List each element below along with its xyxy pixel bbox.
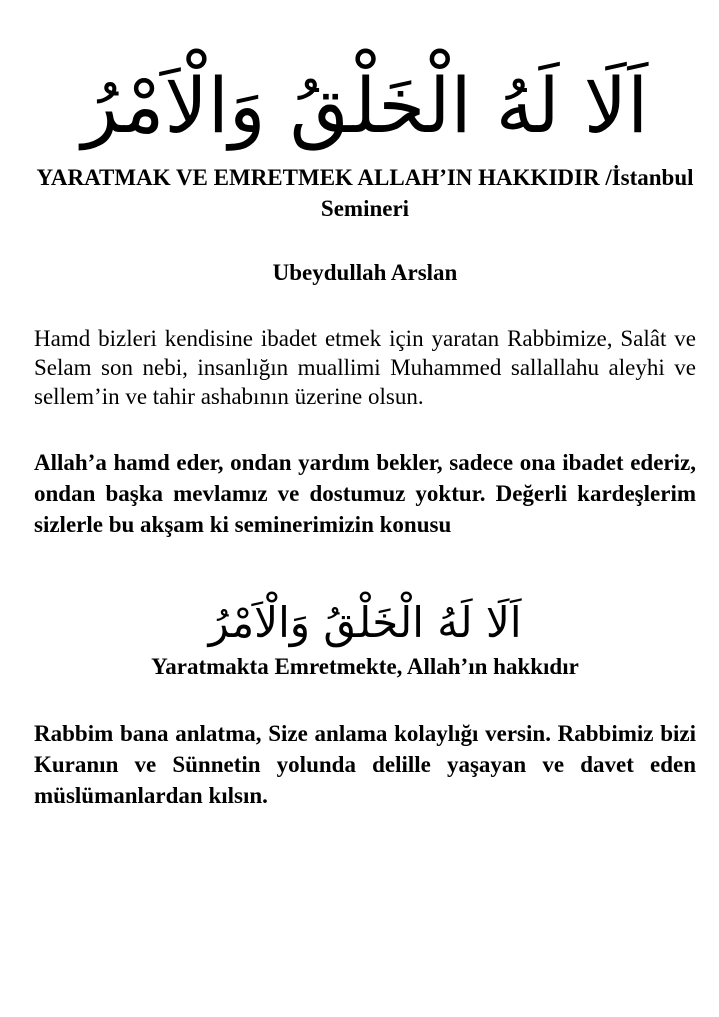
- opening-paragraph: Hamd bizleri kendisine ibadet etmek için yaratan Rabbimize, Salât ve Selam son nebi, insanlığın muallimi Muhammed sallallahu aleyhi ve sellem’in ve tahir ashabının üzerine olsun.: [34, 326, 696, 409]
- arabic-verse-heading: اَلَا لَهُ الْخَلْقُ وَالْاَمْرُ: [81, 61, 649, 150]
- document-page: [34, 0, 696, 811]
- closing-prayer-paragraph: Rabbim bana anlatma, Size anlama kolaylığı versin. Rabbimiz bizi Kuranın ve Sünnetin yolunda delille yaşayan ve davet eden müslümanlardan kılsın.: [34, 721, 696, 808]
- verse-translation: Yaratmakta Emretmekte, Allah’ın hakkıdır: [151, 654, 579, 679]
- document-title: YARATMAK VE EMRETMEK ALLAH’IN HAKKIDIR /İstanbul Semineri: [36, 165, 694, 221]
- author-name: Ubeydullah Arslan: [272, 260, 458, 285]
- introduction-paragraph: Allah’a hamd eder, ondan yardım bekler, sadece ona ibadet ederiz, ondan başka mevlamız ve dostumuz yoktur. Değerli kardeşlerim sizlerle bu akşam ki seminerimizin konusu: [34, 450, 696, 537]
- arabic-verse-subheading: اَلَا لَهُ الْخَلْقُ وَالْاَمْرُ: [208, 598, 522, 647]
